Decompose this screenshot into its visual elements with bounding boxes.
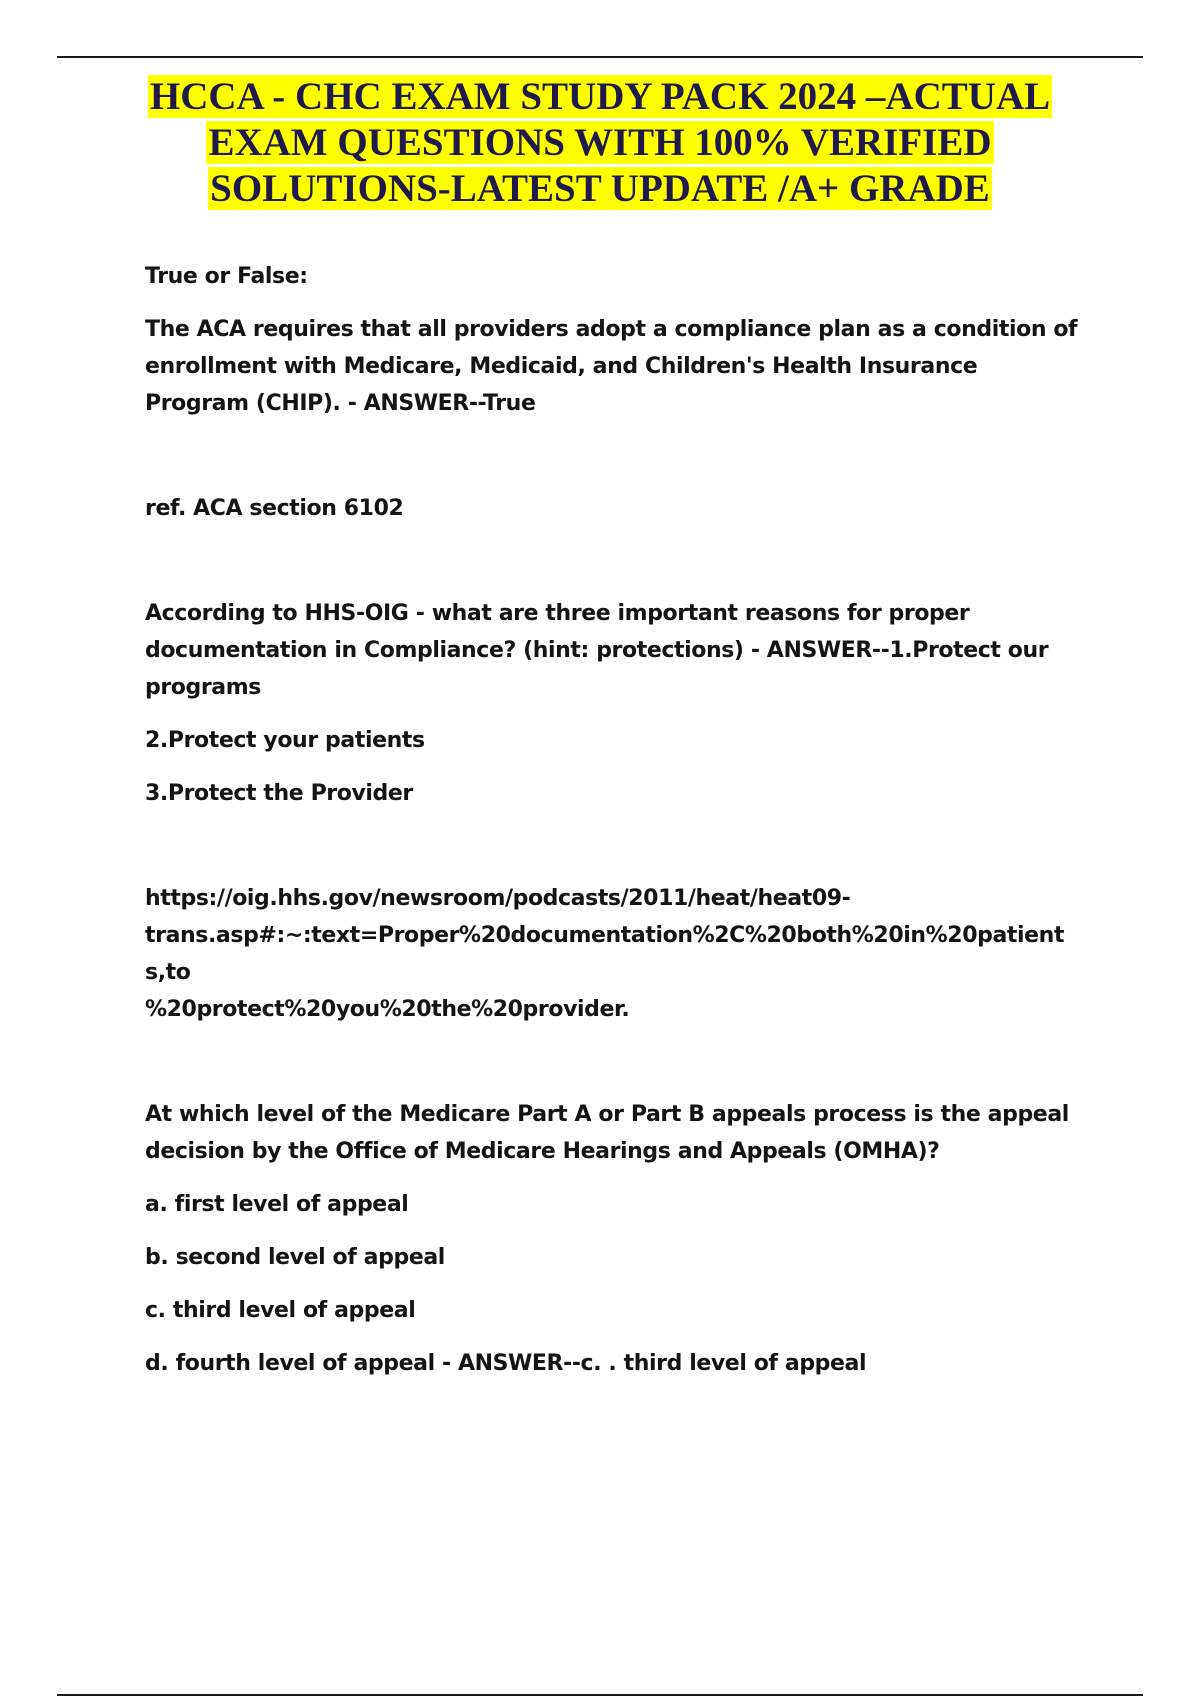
q2-question: According to HHS-OIG - what are three important reasons for proper documentation in Compliance? (hint: protections) - ANSWER--1.Protect our programs [145,601,1049,700]
top-rule [57,56,1143,58]
q3-option-d: d. fourth level of appeal - ANSWER--c. . third level of appeal [145,1351,867,1376]
url-line-1: https://oig.hhs.gov/newsroom/podcasts/2011/heat/heat09- [145,886,851,911]
title-line-1: HCCA - CHC EXAM STUDY PACK 2024 –ACTUAL [149,75,1051,118]
q1-label: True or False: [145,264,308,289]
document-body [145,258,1080,1382]
q2-item-2: 2.Protect your patients [145,728,425,753]
q3-option-c: c. third level of appeal [145,1298,416,1323]
q2-reference-url [145,880,1080,1028]
q3-question: At which level of the Medicare Part A or Part B appeals process is the appeal decision by the Office of Medicare Hearings and Appeals (OMHA)? [145,1102,1069,1164]
q3-option-a: a. first level of appeal [145,1192,409,1217]
url-line-3: %20protect%20you%20the%20provider. [145,997,630,1022]
q1-question: The ACA requires that all providers adopt a compliance plan as a condition of enrollment with Medicare, Medicaid, and Children's Health Insurance Program (CHIP). - ANSWER--True [145,317,1078,416]
q1-reference: ref. ACA section 6102 [145,496,404,521]
document-title [100,74,1100,212]
title-line-3: SOLUTIONS-LATEST UPDATE /A+ GRADE [210,167,990,210]
q2-item-3: 3.Protect the Provider [145,781,413,806]
q3-option-b: b. second level of appeal [145,1245,445,1270]
url-line-2: trans.asp#:~:text=Proper%20documentation%2C%20both%20in%20patients,to [145,923,1065,985]
title-line-2: EXAM QUESTIONS WITH 100% VERIFIED [208,121,992,164]
bottom-rule [57,1694,1143,1696]
